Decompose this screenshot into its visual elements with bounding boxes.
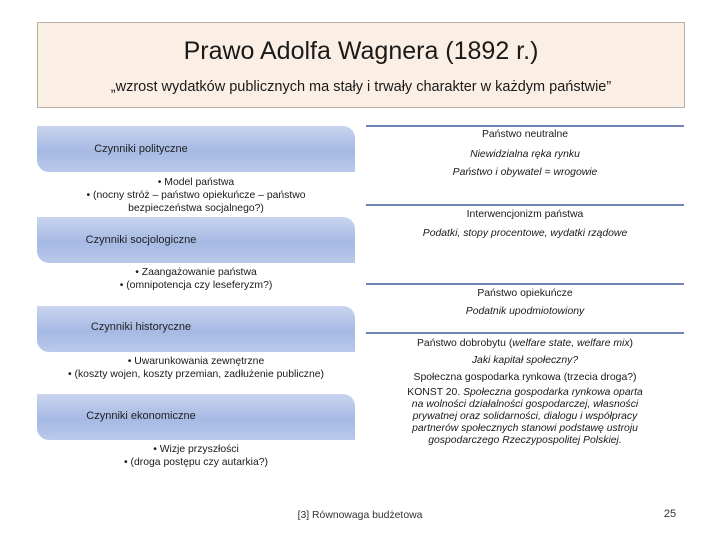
factor-label: Czynniki historyczne [90,321,192,333]
factor-bullets-historical [37,355,355,381]
section-divider [366,332,684,334]
page-number: 25 [663,508,677,520]
slide-title: Prawo Adolfa Wagnera (1892 r.) [183,37,539,65]
factor-bar-sociological [37,217,355,263]
title-prefix: Państwo dobrobytu ( [416,338,513,349]
bullet-item: • Model państwa [157,177,235,188]
title-italic: welfare state, welfare mix [512,338,630,349]
constitution-quote [366,387,684,447]
section-line: Podatki, stopy procentowe, wydatki rządowe [422,228,628,239]
section-line: Niewidzialna ręka rynku [470,149,580,160]
factor-bar-historical [37,306,355,352]
section-divider [366,125,684,127]
section-divider [366,283,684,285]
factor-bar-political [37,126,355,172]
bullet-item: • (omnipotencja czy leseferyzm?) [119,280,273,291]
footer-text: [3] Równowaga budżetowa [297,510,423,521]
bullet-item: • (koszty wojen, koszty przemian, zadłużenie publiczne) [67,369,324,380]
section-title [366,337,684,350]
section-welfare-state [366,287,684,318]
factor-bullets-economic [37,443,355,469]
section-title: Interwencjonizm państwa [466,209,584,220]
section-divider [366,204,684,206]
bullet-item: • Uwarunkowania zewnętrzne [127,356,265,367]
constitution-label: KONST 20. [407,387,464,398]
factor-bullets-sociological [37,266,355,292]
factor-label: Czynniki polityczne [94,143,188,155]
factor-bar-economic [37,394,355,440]
title-suffix: ) [629,338,633,349]
section-line: Jaki kapitał społeczny? [471,355,579,366]
section-title: Państwo opiekuńcze [477,288,573,299]
section-line: Państwo i obywatel = wrogowie [452,167,598,178]
factor-bullets-political [37,176,355,215]
constitution-text: Społeczna gospodarka rynkowa oparta na wolności działalności gospodarczej, własności prywatnej oraz solidarności, dialogu i współpracy partnerów społecznych stanowi podstawę ustroju gospodarczego Rzeczypospolitej Polskiej. [411,387,643,446]
slide-subtitle: „wzrost wydatków publicznych ma stały i trwały charakter w każdym państwie” [110,79,612,95]
bullet-item: • (nocny stróż – państwo opiekuńcze – państwo bezpieczeństwa socjalnego?) [86,190,306,214]
section-neutral-state [366,128,684,179]
factor-label: Czynniki socjologiczne [85,234,197,246]
bullet-item: • Wizje przyszłości [153,444,239,455]
factor-label: Czynniki ekonomiczne [86,410,196,422]
section-prosperity-state [366,337,684,447]
title-box [37,22,685,108]
section-title: Państwo neutralne [481,129,569,140]
bullet-item: • Zaangażowanie państwa [135,267,257,278]
section-line: Społeczna gospodarka rynkowa (trzecia droga?) [413,372,637,383]
bullet-item: • (droga postępu czy autarkia?) [124,457,268,468]
section-interventionism [366,208,684,240]
section-line: Podatnik upodmiotowiony [465,306,585,317]
